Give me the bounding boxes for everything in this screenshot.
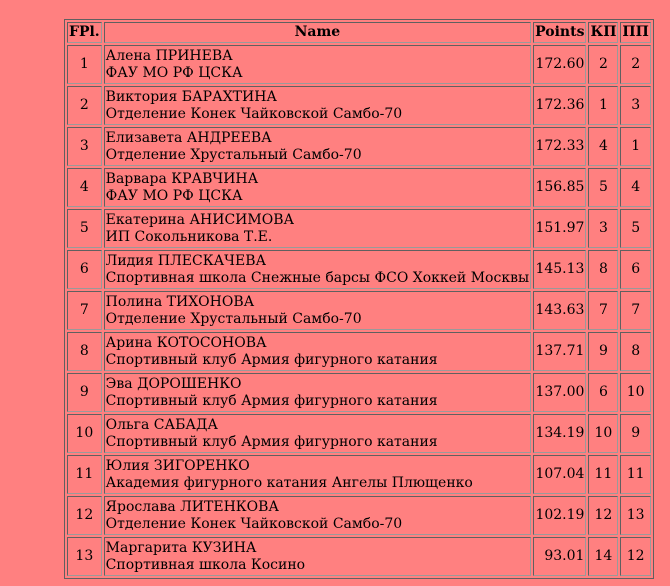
table-row: [67, 537, 651, 576]
kp-cell: 9: [588, 332, 618, 371]
table-row: [67, 86, 651, 125]
skater-name: Ольга САБАДА: [105, 416, 218, 433]
skater-name: Екатерина АНИСИМОВА: [105, 211, 295, 228]
skater-cell: [104, 373, 531, 412]
skater-club: Спортивный клуб Армия фигурного катания: [105, 351, 438, 368]
table-row: [67, 291, 651, 330]
kp-cell: 6: [588, 373, 618, 412]
skater-club: Спортивная школа Косино: [105, 556, 306, 573]
table-row: [67, 209, 651, 248]
skater-name: Алена ПРИНЕВА: [105, 47, 233, 64]
pp-cell: 3: [620, 86, 650, 125]
skater-name: Эва ДОРОШЕНКО: [105, 375, 242, 392]
skater-club: Спортивный клуб Армия фигурного катания: [105, 433, 438, 450]
skater-cell: [104, 496, 531, 535]
skater-name: Маргарита КУЗИНА: [105, 539, 257, 556]
skater-club: Отделение Хрустальный Самбо-70: [105, 310, 362, 327]
place-cell: 1: [67, 45, 102, 84]
header-kp: КП: [588, 22, 618, 43]
header-name: Name: [104, 22, 531, 43]
place-cell: 5: [67, 209, 102, 248]
skater-club: Отделение Конек Чайковской Самбо-70: [105, 105, 403, 122]
table-row: [67, 332, 651, 371]
table-row: [67, 127, 651, 166]
skater-club: Спортивный клуб Армия фигурного катания: [105, 392, 438, 409]
place-cell: 11: [67, 455, 102, 494]
results-table: [64, 19, 654, 579]
skater-cell: [104, 127, 531, 166]
place-cell: 2: [67, 86, 102, 125]
points-cell: 137.00: [533, 373, 586, 412]
skater-cell: [104, 291, 531, 330]
points-cell: 107.04: [533, 455, 586, 494]
table-row: [67, 250, 651, 289]
table-row: [67, 45, 651, 84]
kp-cell: 1: [588, 86, 618, 125]
skater-cell: [104, 45, 531, 84]
skater-cell: [104, 414, 531, 453]
kp-cell: 2: [588, 45, 618, 84]
header-points: Points: [533, 22, 586, 43]
table-row: [67, 414, 651, 453]
place-cell: 12: [67, 496, 102, 535]
pp-cell: 8: [620, 332, 650, 371]
skater-cell: [104, 168, 531, 207]
skater-name: Полина ТИХОНОВА: [105, 293, 255, 310]
skater-name: Ярослава ЛИТЕНКОВА: [105, 498, 279, 515]
place-cell: 13: [67, 537, 102, 576]
points-cell: 134.19: [533, 414, 586, 453]
skater-club: Отделение Конек Чайковской Самбо-70: [105, 515, 403, 532]
skater-name: Варвара КРАВЧИНА: [105, 170, 259, 187]
skater-club: ФАУ МО РФ ЦСКА: [105, 64, 243, 81]
header-row: [67, 22, 651, 43]
pp-cell: 1: [620, 127, 650, 166]
points-cell: 102.19: [533, 496, 586, 535]
points-cell: 172.33: [533, 127, 586, 166]
skater-cell: [104, 209, 531, 248]
points-cell: 156.85: [533, 168, 586, 207]
table-row: [67, 373, 651, 412]
table-row: [67, 168, 651, 207]
kp-cell: 10: [588, 414, 618, 453]
skater-cell: [104, 332, 531, 371]
pp-cell: 11: [620, 455, 650, 494]
kp-cell: 5: [588, 168, 618, 207]
points-cell: 151.97: [533, 209, 586, 248]
skater-club: Академия фигурного катания Ангелы Плющенко: [105, 474, 473, 491]
results-body: [67, 45, 651, 576]
place-cell: 10: [67, 414, 102, 453]
pp-cell: 6: [620, 250, 650, 289]
kp-cell: 3: [588, 209, 618, 248]
pp-cell: 7: [620, 291, 650, 330]
points-cell: 172.36: [533, 86, 586, 125]
kp-cell: 14: [588, 537, 618, 576]
skater-name: Елизавета АНДРЕЕВА: [105, 129, 272, 146]
points-cell: 93.01: [533, 537, 586, 576]
header-place: FPl.: [67, 22, 102, 43]
pp-cell: 5: [620, 209, 650, 248]
pp-cell: 12: [620, 537, 650, 576]
skater-cell: [104, 537, 531, 576]
points-cell: 137.71: [533, 332, 586, 371]
place-cell: 4: [67, 168, 102, 207]
header-pp: ПП: [620, 22, 650, 43]
pp-cell: 9: [620, 414, 650, 453]
pp-cell: 2: [620, 45, 650, 84]
skater-club: ИП Сокольникова Т.Е.: [105, 228, 273, 245]
skater-cell: [104, 455, 531, 494]
place-cell: 3: [67, 127, 102, 166]
skater-club: Спортивная школа Снежные барсы ФСО Хоккей Москвы: [105, 269, 530, 286]
place-cell: 8: [67, 332, 102, 371]
pp-cell: 13: [620, 496, 650, 535]
kp-cell: 8: [588, 250, 618, 289]
skater-club: ФАУ МО РФ ЦСКА: [105, 187, 243, 204]
pp-cell: 10: [620, 373, 650, 412]
place-cell: 6: [67, 250, 102, 289]
kp-cell: 4: [588, 127, 618, 166]
results-table-wrapper: [64, 19, 654, 579]
table-row: [67, 455, 651, 494]
points-cell: 143.63: [533, 291, 586, 330]
place-cell: 9: [67, 373, 102, 412]
place-cell: 7: [67, 291, 102, 330]
pp-cell: 4: [620, 168, 650, 207]
skater-name: Арина КОТОСОНОВА: [105, 334, 267, 351]
kp-cell: 12: [588, 496, 618, 535]
kp-cell: 11: [588, 455, 618, 494]
skater-cell: [104, 86, 531, 125]
skater-name: Лидия ПЛЕСКАЧЕВА: [105, 252, 267, 269]
skater-name: Юлия ЗИГОРЕНКО: [105, 457, 250, 474]
skater-cell: [104, 250, 531, 289]
skater-name: Виктория БАРАХТИНА: [105, 88, 278, 105]
points-cell: 145.13: [533, 250, 586, 289]
skater-club: Отделение Хрустальный Самбо-70: [105, 146, 362, 163]
points-cell: 172.60: [533, 45, 586, 84]
kp-cell: 7: [588, 291, 618, 330]
table-row: [67, 496, 651, 535]
